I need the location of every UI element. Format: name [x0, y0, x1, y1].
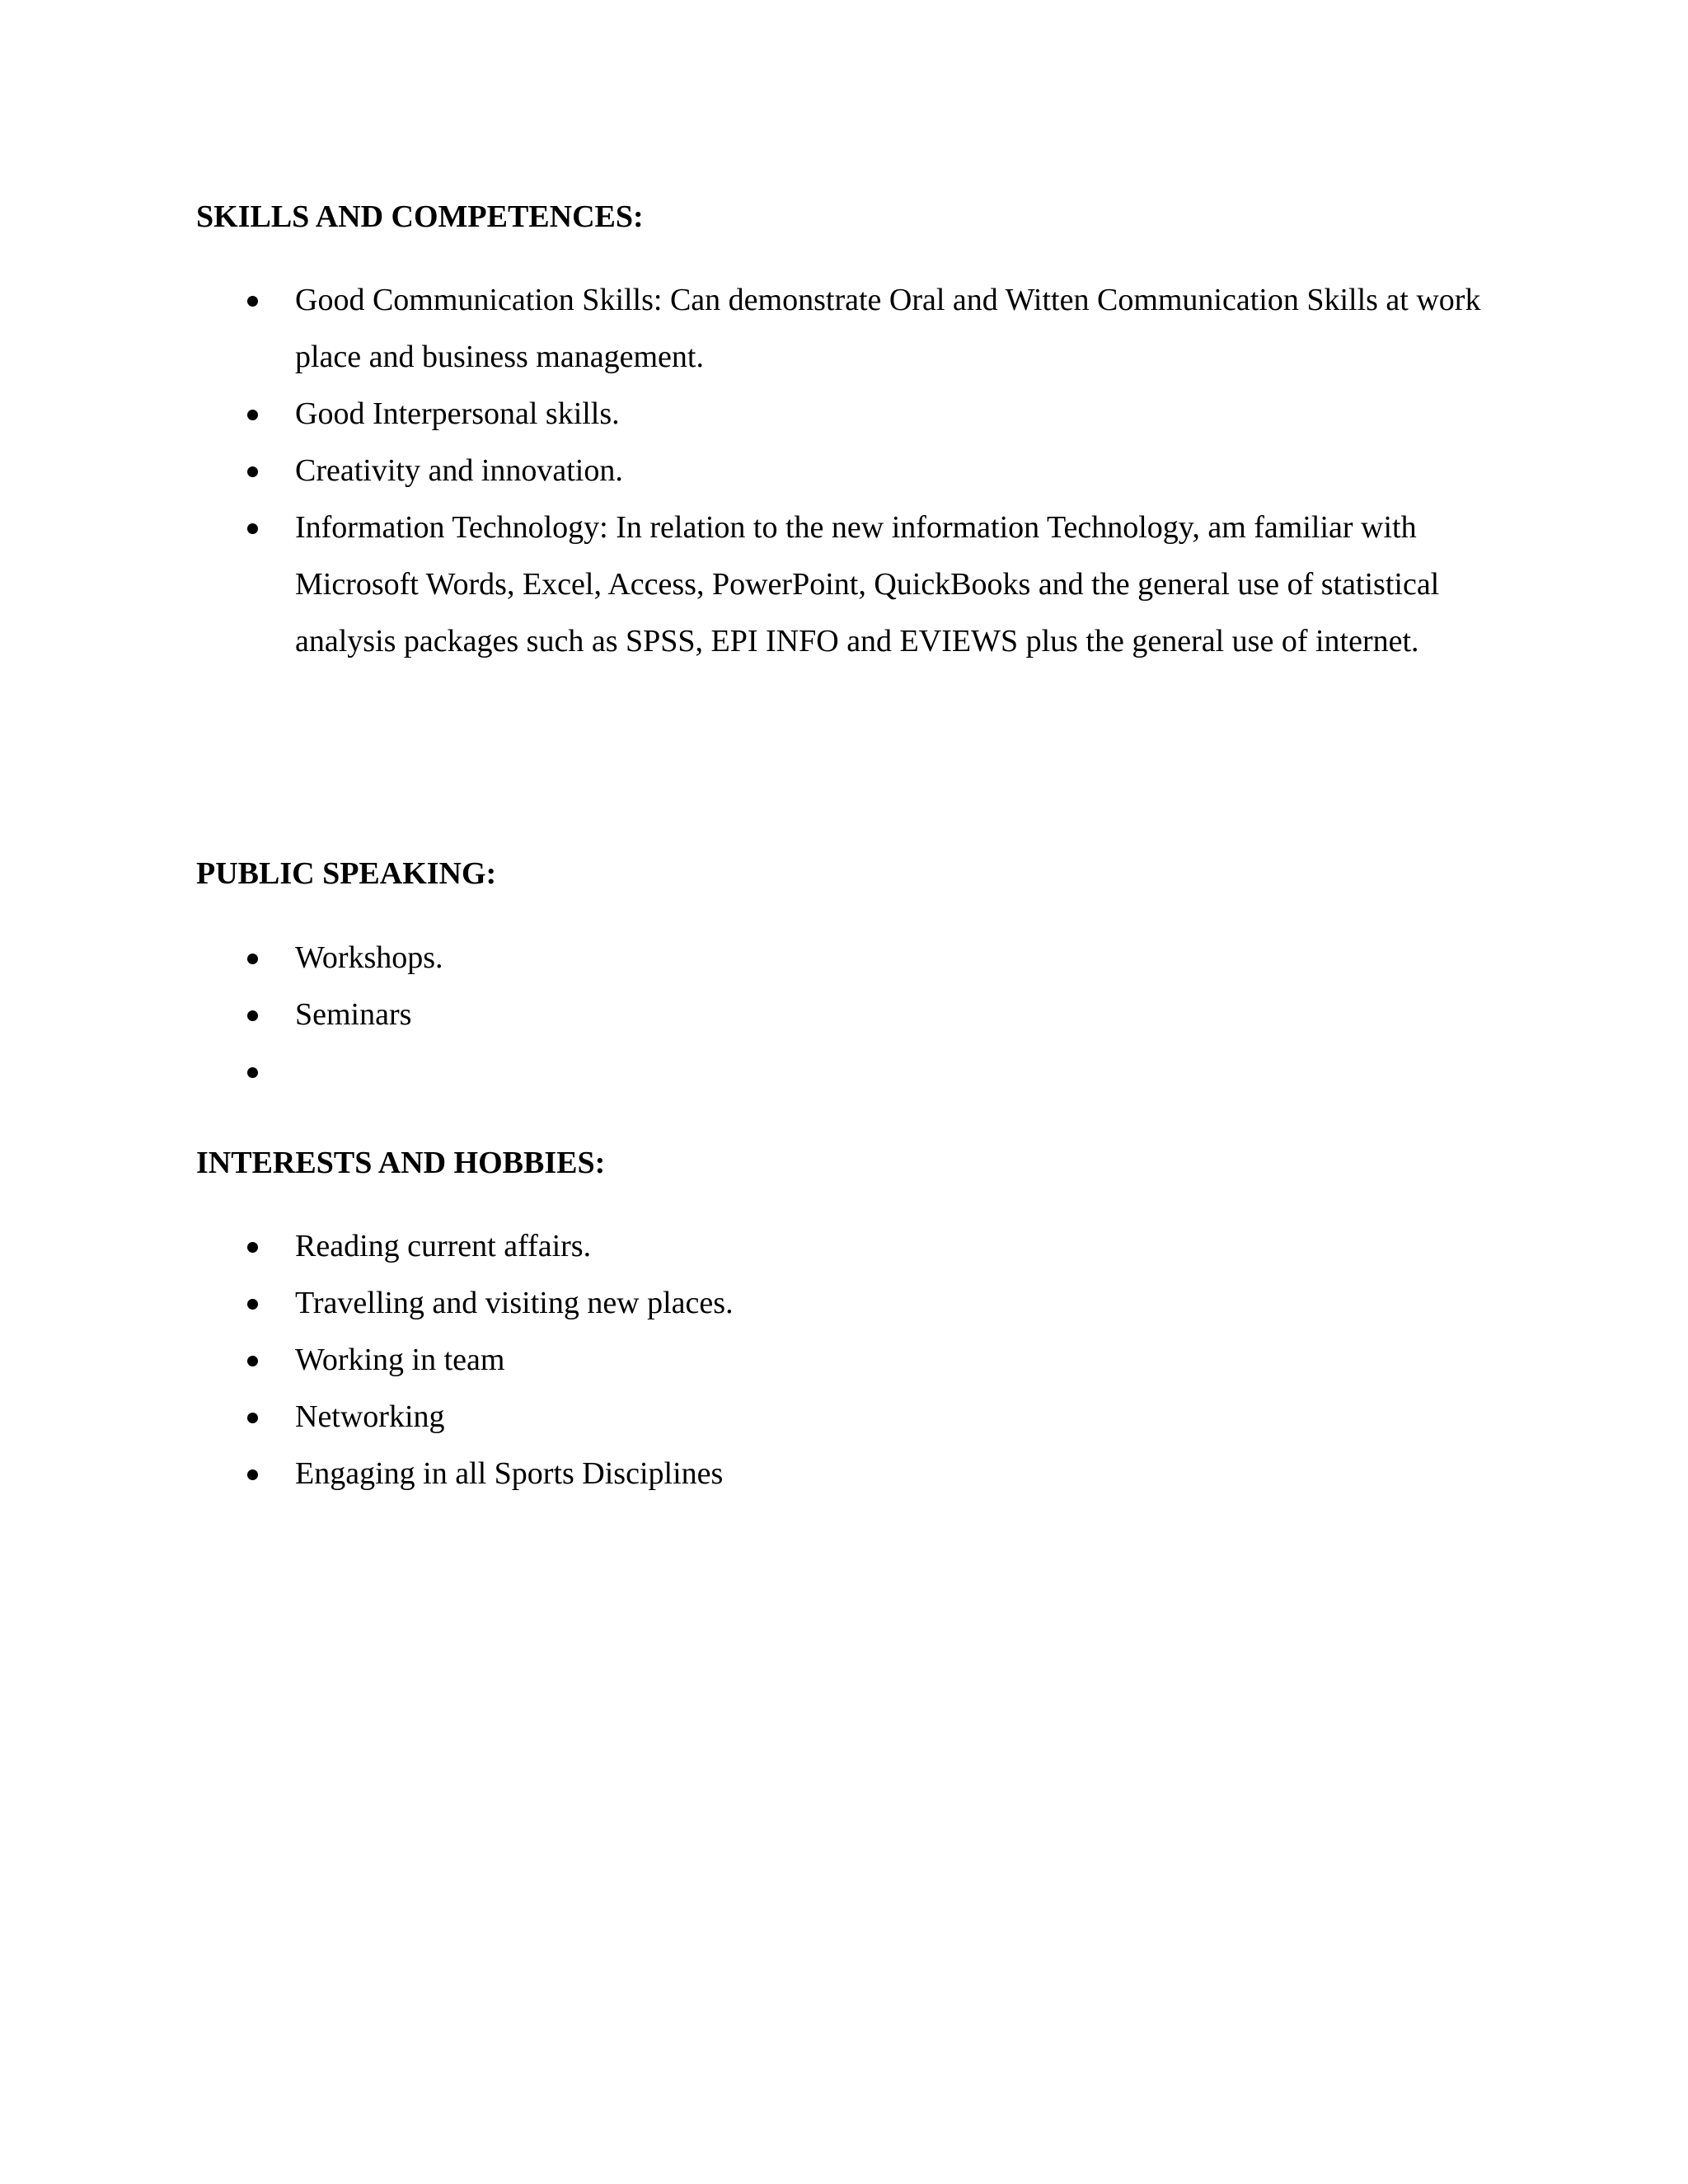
- interests-list: [196, 1218, 1482, 1502]
- bullet-icon: [247, 466, 258, 477]
- list-item-text: Reading current affairs.: [295, 1229, 592, 1263]
- bullet-icon: [247, 410, 258, 420]
- bullet-icon: [247, 954, 258, 964]
- list-item-text: Workshops.: [295, 940, 443, 975]
- list-item-text: Information Technology: In relation to the new information Technology, am familiar with Microsoft Words, Excel, Access, PowerPoint, QuickBooks and the general use of statistical analysis packages such as SPSS, EPI INFO and EVIEWS plus the general use of internet.: [295, 510, 1440, 658]
- bullet-icon: [247, 1067, 258, 1078]
- list-item: [196, 930, 1482, 987]
- list-item-text: Good Communication Skills: Can demonstrate Oral and Witten Communication Skills at work place and business management.: [295, 283, 1481, 374]
- list-item: [196, 987, 1482, 1043]
- list-item-text: Working in team: [295, 1343, 505, 1377]
- list-item-text: [295, 1043, 1482, 1100]
- public-speaking-list: [196, 930, 1482, 1100]
- skills-list: [196, 272, 1482, 670]
- list-item: [196, 1218, 1482, 1275]
- list-item: [196, 1332, 1482, 1389]
- list-item: [196, 272, 1482, 386]
- list-item: [196, 1043, 1482, 1100]
- bullet-icon: [247, 1356, 258, 1366]
- public-speaking-heading: PUBLIC SPEAKING:: [196, 856, 497, 891]
- bullet-icon: [247, 1469, 258, 1480]
- list-item-text: Good Interpersonal skills.: [295, 396, 620, 431]
- list-item: [196, 443, 1482, 499]
- list-item-text: Engaging in all Sports Disciplines: [295, 1456, 724, 1491]
- bullet-icon: [247, 523, 258, 534]
- list-item-text: Seminars: [295, 997, 412, 1032]
- bullet-icon: [247, 1242, 258, 1253]
- interests-heading: INTERESTS AND HOBBIES:: [196, 1146, 606, 1180]
- bullet-icon: [247, 1010, 258, 1021]
- list-item-text: Networking: [295, 1399, 445, 1434]
- list-item: [196, 1275, 1482, 1332]
- list-item: [196, 499, 1482, 670]
- bullet-icon: [247, 1299, 258, 1310]
- skills-heading: SKILLS AND COMPETENCES:: [196, 199, 644, 234]
- list-item: [196, 1446, 1482, 1502]
- list-item: [196, 386, 1482, 443]
- list-item: [196, 1389, 1482, 1446]
- list-item-text: Travelling and visiting new places.: [295, 1286, 734, 1320]
- bullet-icon: [247, 296, 258, 307]
- bullet-icon: [247, 1413, 258, 1423]
- list-item-text: Creativity and innovation.: [295, 453, 623, 488]
